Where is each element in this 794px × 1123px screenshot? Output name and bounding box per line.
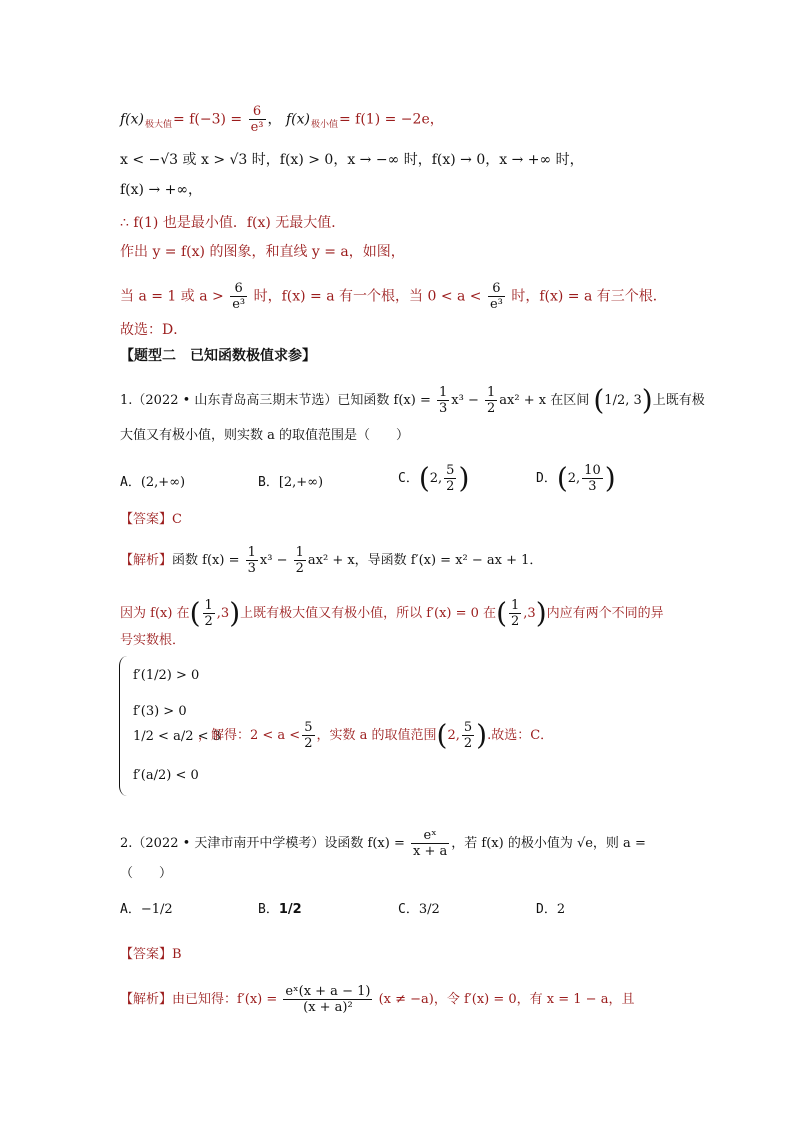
fmax-label: f(x) — [120, 111, 145, 128]
q1-option-b[interactable]: B．[2,+∞) — [258, 475, 324, 490]
q2-answer: 【答案】B — [120, 947, 182, 962]
q1-solution-2: 因为 f(x) 在( $\frac{1}{2}$ ,3)上既有极大值又有极小值，所以 f′(x) = 0 在( $\frac{1}{2}$ ,3)内应有两个不同的异 — [120, 596, 664, 630]
q1-option-d[interactable]: D．(2, $\frac{10}{3}$ ) — [536, 461, 616, 495]
min-subscript: 极小值 — [310, 119, 338, 130]
q1-stem: 1.（2022 • 山东青岛高三期末节选）已知函数 f(x) = $\frac{1}{3}$ x³ − $\frac{1}{2}$ ax² + x 在区间 (1/2, 3)上既有极 — [120, 383, 705, 417]
q2-option-d[interactable]: D．2 — [536, 902, 566, 917]
answer-d: 故选：D． — [120, 322, 188, 338]
system-row-2: f′(3) > 0 — [133, 704, 187, 719]
max-subscript: 极大值 — [145, 119, 173, 130]
roots-line: 当 a = 1 或 a > $\frac{6}{\text{e³}}$ 时，f(x) = a 有一个根，当 0 < a < $\frac{6}{\text{e³}}$ 时，f(x) = a 有三个根． — [120, 281, 667, 312]
q2-option-b[interactable]: B．1/2 — [258, 902, 302, 917]
roots-frac-1: $\frac{6}{\text{e³}}$ — [232, 281, 246, 312]
q2-stem: 2.（2022 • 天津市南开中学模考）设函数 f(x) = $\frac{\text{eˣ}}{x + a}$ ，若 f(x) 的极小值为 √e，则 a = — [120, 828, 646, 859]
system-tail: ，解得：2 < a < $\frac{5}{2}$ ，实数 a 的取值范围(2, $\frac{5}{2}$ ).故选：C． — [198, 718, 554, 752]
fmax-eq: = f(−3) = — [173, 111, 243, 128]
q1-solution-3: 号实数根． — [120, 633, 186, 648]
q1-answer: 【答案】C — [120, 512, 182, 527]
limit-line: f(x) → +∞， — [120, 182, 203, 198]
min-value-line: ∴ f(1) 也是最小值．f(x) 无最大值． — [120, 215, 346, 231]
q2-stem-line2: （ ） — [120, 866, 173, 881]
sign-line: x < −√3 或 x > √3 时，f(x) > 0，x → −∞ 时，f(x) → 0，x → +∞ 时， — [120, 152, 584, 168]
q2-option-a[interactable]: A．−1/2 — [120, 902, 173, 917]
q1-option-c[interactable]: C．(2, $\frac{5}{2}$ ) — [398, 461, 470, 495]
system-row-3: 1/2 < a/2 < 3 — [133, 729, 221, 744]
max-min-line: $f(x)_{极大值}= f(-3)$ = $\frac{6}{\text{e³}}$ ， $f(x)_{极小值}= f(1) = -2e$， — [120, 104, 444, 135]
q1-solution-1: 【解析】函数 f(x) = $\frac{1}{3}$ x³ − $\frac{1}{2}$ ax² + x，导函数 f′(x) = x² − ax + 1． — [120, 545, 543, 576]
section-heading: 【题型二 已知函数极值求参】 — [120, 348, 316, 364]
system-row-1: f′(1/2) > 0 — [133, 668, 200, 683]
roots-frac-2: $\frac{6}{\text{e³}}$ — [489, 281, 503, 312]
q1-stem-line2: 大值又有极小值，则实数 a 的取值范围是（ ） — [120, 428, 410, 443]
q1-option-a[interactable]: A．(2,+∞) — [120, 475, 186, 490]
q2-option-c[interactable]: C．3/2 — [398, 902, 440, 917]
fmin-label: f(x) — [285, 111, 310, 128]
fmin-eq: = f(1) = −2e， — [338, 111, 444, 128]
system-row-4: f′(a/2) < 0 — [133, 768, 199, 783]
graph-line: 作出 y = f(x) 的图象，和直线 y = a，如图， — [120, 244, 405, 260]
max-fraction: $\frac{6}{\text{e³}}$ — [250, 104, 264, 135]
system-brace — [119, 656, 128, 796]
q2-solution: 【解析】由已知得：f′(x) = $\frac{\text{eˣ(x + a − 1)}}{\text{(x + a)²}}$ (x ≠ −a)，令 f′(x) = 0，有 x = 1 − a，且 — [120, 984, 635, 1015]
